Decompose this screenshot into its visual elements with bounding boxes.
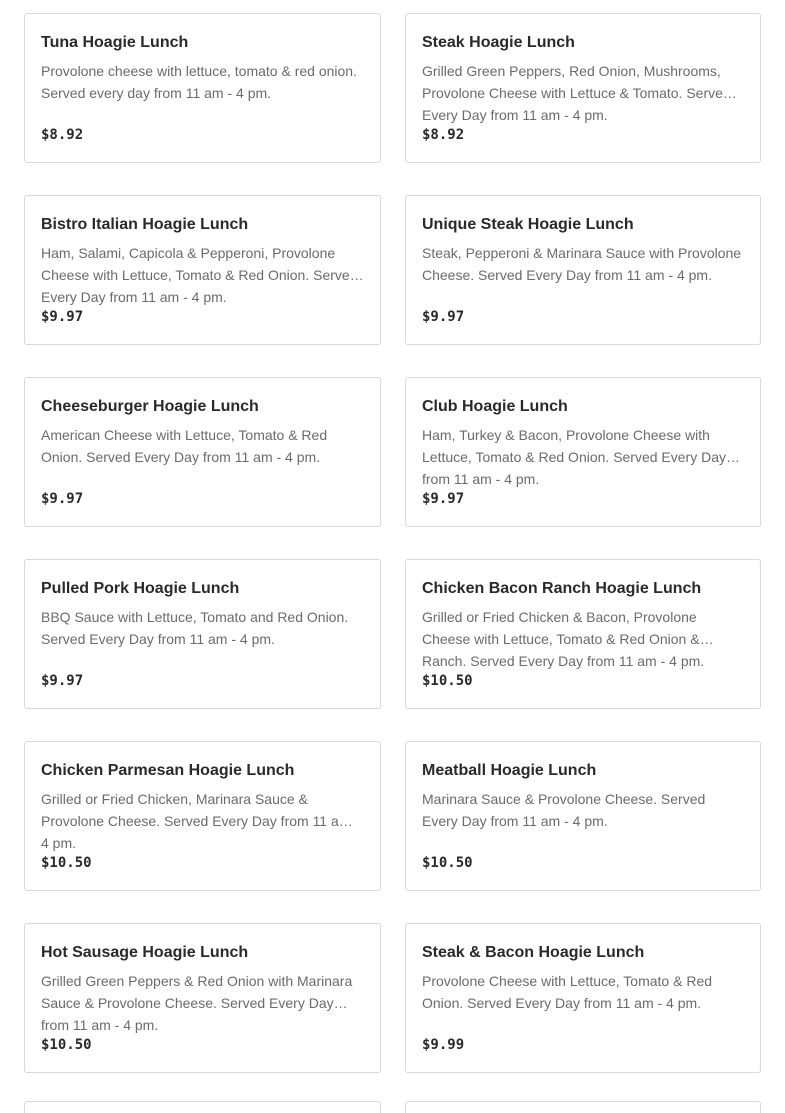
menu-item-price: $9.97 bbox=[41, 673, 84, 689]
menu-item-description: BBQ Sauce with Lettuce, Tomato and Red Onion. Served Every Day from 11 am - 4 pm. bbox=[41, 609, 349, 647]
menu-item-price: $10.50 bbox=[422, 673, 473, 689]
menu-item-description: Ham, Turkey & Bacon, Provolone Cheese with Lettuce, Tomato & Red Onion. Served Every Day from 11 am - 4 pm. bbox=[422, 427, 727, 487]
menu-item-card[interactable] bbox=[24, 741, 381, 891]
menu-item-price: $8.92 bbox=[41, 127, 84, 143]
menu-item-price: $10.50 bbox=[41, 1037, 92, 1053]
menu-item-description: Marinara Sauce & Provolone Cheese. Served Every Day from 11 am - 4 pm. bbox=[422, 791, 706, 829]
menu-item-card[interactable] bbox=[24, 13, 381, 163]
menu-item-description: Provolone Cheese with Lettuce, Tomato & Red Onion. Served Every Day from 11 am - 4 pm. bbox=[422, 973, 713, 1011]
menu-item-price: $9.97 bbox=[422, 309, 465, 325]
menu-item-card[interactable] bbox=[405, 741, 761, 891]
menu-item-description: Grilled or Fried Chicken & Bacon, Provolone Cheese with Lettuce, Tomato & Red Onion & Ranch. Served Every Day from 11 am - 4 pm. bbox=[422, 609, 705, 669]
menu-item-name: Club Hoagie Lunch bbox=[422, 398, 568, 415]
menu-item-description: Ham, Salami, Capicola & Pepperoni, Provolone Cheese with Lettuce, Tomato & Red Onion. Served Every Day from 11 am - 4 pm. bbox=[41, 245, 358, 305]
menu-item-name: Chicken Parmesan Hoagie Lunch bbox=[41, 762, 295, 779]
menu-item-price: $9.99 bbox=[422, 1037, 465, 1053]
menu-item-name: Steak Hoagie Lunch bbox=[422, 34, 575, 51]
menu-item-price: $9.97 bbox=[41, 309, 84, 325]
menu-item-card[interactable] bbox=[405, 195, 761, 345]
menu-item-price: $9.97 bbox=[41, 491, 84, 507]
menu-item-name: Cheeseburger Hoagie Lunch bbox=[41, 398, 259, 415]
menu-item-card[interactable] bbox=[24, 377, 381, 527]
menu-item-description: Steak, Pepperoni & Marinara Sauce with Provolone Cheese. Served Every Day from 11 am - 4 pm. bbox=[422, 245, 742, 283]
menu-item-card[interactable] bbox=[405, 559, 761, 709]
menu-item-card[interactable] bbox=[405, 13, 761, 163]
menu-item-name: Meatball Hoagie Lunch bbox=[422, 762, 597, 779]
menu-item-card-partial[interactable] bbox=[405, 1101, 761, 1113]
menu-item-card[interactable] bbox=[24, 559, 381, 709]
menu-item-card-partial[interactable] bbox=[24, 1101, 381, 1113]
menu-item-description: Grilled Green Peppers & Red Onion with Marinara Sauce & Provolone Cheese. Served Every Day from 11 am - 4 pm. bbox=[41, 973, 353, 1033]
menu-item-card[interactable] bbox=[405, 377, 761, 527]
menu-item-name: Bistro Italian Hoagie Lunch bbox=[41, 216, 249, 233]
menu-item-name: Tuna Hoagie Lunch bbox=[41, 34, 189, 51]
menu-item-price: $9.97 bbox=[422, 491, 465, 507]
menu-item-description: Provolone cheese with lettuce, tomato & red onion. Served every day from 11 am - 4 pm. bbox=[41, 63, 357, 101]
menu-item-name: Unique Steak Hoagie Lunch bbox=[422, 216, 634, 233]
menu-item-description: American Cheese with Lettuce, Tomato & Red Onion. Served Every Day from 11 am - 4 pm. bbox=[41, 427, 328, 465]
menu-item-card[interactable] bbox=[24, 923, 381, 1073]
menu-item-name: Pulled Pork Hoagie Lunch bbox=[41, 580, 240, 597]
menu-item-description: Grilled Green Peppers, Red Onion, Mushrooms, Provolone Cheese with Lettuce & Tomato. Served Every Day from 11 am - 4 pm. bbox=[422, 63, 731, 123]
menu-item-name: Chicken Bacon Ranch Hoagie Lunch bbox=[422, 580, 702, 597]
menu-item-grid bbox=[24, 13, 761, 1073]
menu-item-name: Steak & Bacon Hoagie Lunch bbox=[422, 944, 645, 961]
menu-item-price: $10.50 bbox=[422, 855, 473, 871]
menu-item-description: Grilled or Fried Chicken, Marinara Sauce & Provolone Cheese. Served Every Day from 11 am - 4 pm. bbox=[41, 791, 359, 851]
menu-item-price: $10.50 bbox=[41, 855, 92, 871]
menu-item-name: Hot Sausage Hoagie Lunch bbox=[41, 944, 249, 961]
menu-item-card[interactable] bbox=[24, 195, 381, 345]
menu-item-price: $8.92 bbox=[422, 127, 465, 143]
menu-item-card[interactable] bbox=[405, 923, 761, 1073]
